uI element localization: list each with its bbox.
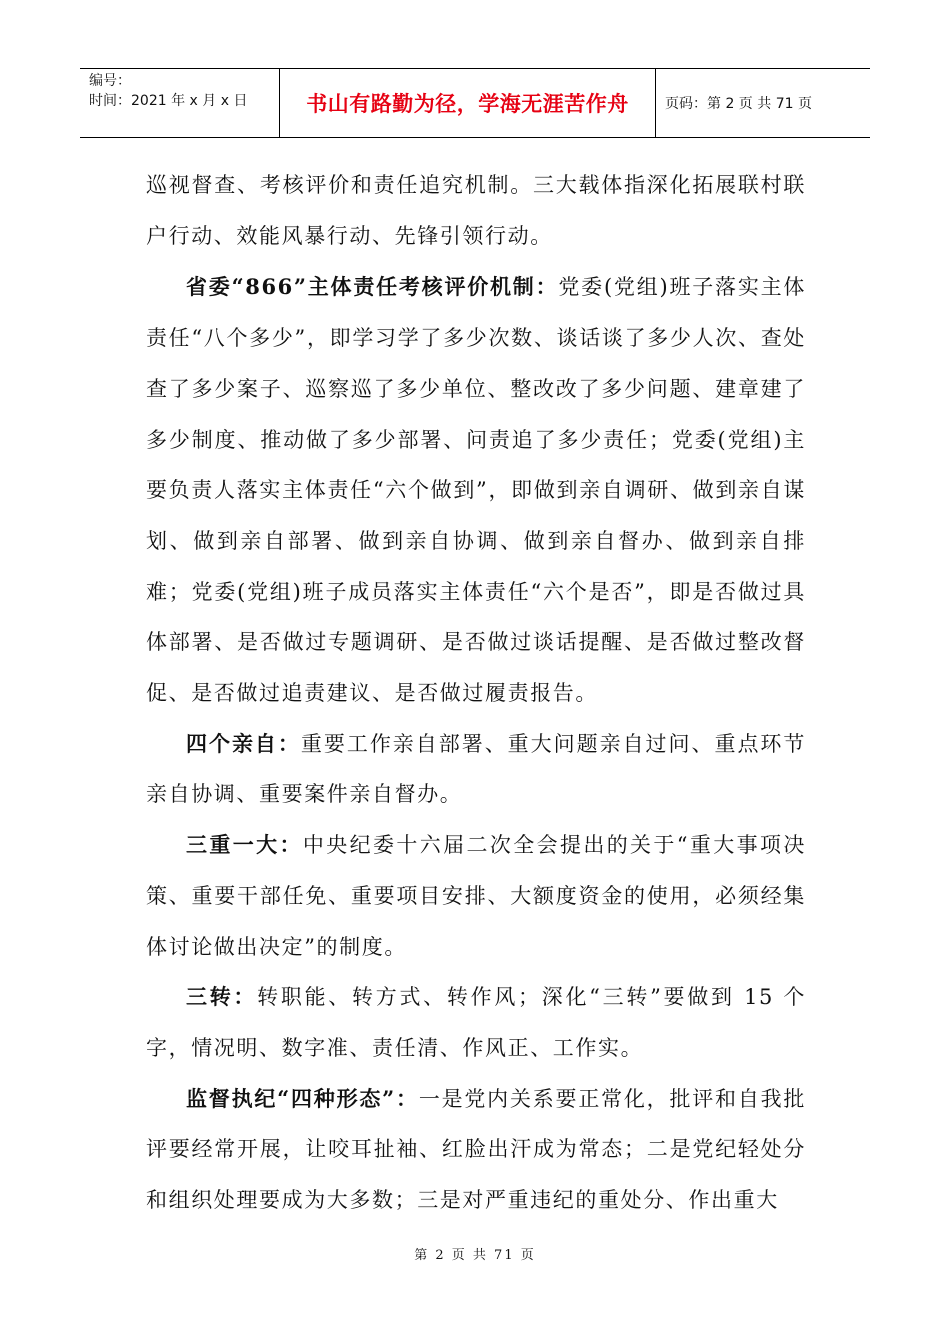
- term-heading: 四个亲自：: [186, 730, 301, 756]
- term-heading: 三重一大：: [186, 832, 303, 858]
- paragraph: [146, 262, 806, 718]
- term-heading: 监督执纪“四种形态”：: [186, 1085, 419, 1111]
- paragraph-text: 巡视督查、考核评价和责任追究机制。三大载体指深化拓展联村联户行动、效能风暴行动、先锋引领行动。: [146, 173, 806, 248]
- paragraph-text: 转职能、转方式、转作风；深化“三转”要做到 15 个字，情况明、数字准、责任清、作风正、工作实。: [146, 985, 806, 1060]
- paragraph: [146, 719, 806, 820]
- paragraph-text: 党委(党组)班子落实主体责任“八个多少”，即学习学了多少次数、谈话谈了多少人次、查处查了多少案子、巡察巡了多少单位、整改改了多少问题、建章建了多少制度、推动做了多少部署、问责追了多少责任；党委(党组)主要负责人落实主体责任“六个做到”，即做到亲自调研、做到亲自谋划、做到亲自部署、做到亲自协调、做到亲自督办、做到亲自排难；党委(党组)班子成员落实主体责任“六个是否”，即是否做过具体部署、是否做过专题调研、是否做过谈话提醒、是否做过整改督促、是否做过追责建议、是否做过履责报告。: [146, 275, 806, 706]
- paragraph: [146, 820, 806, 972]
- number-label: 编号：: [89, 73, 131, 89]
- paragraph-text: 中央纪委十六届二次全会提出的关于“重大事项决策、重要干部任免、重要项目安排、大额度资金的使用，必须经集体讨论做出决定”的制度。: [146, 833, 806, 959]
- paragraph-text: 一是党内关系要正常化，批评和自我批评要经常开展，让咬耳扯袖、红脸出汗成为常态；二是党纪轻处分和组织处理要成为大多数；三是对严重违纪的重处分、作出重大: [146, 1086, 806, 1213]
- motto: 书山有路勤为径，学海无涯苦作舟: [306, 92, 629, 116]
- header-page-cell: [656, 69, 870, 137]
- page-label: 页码：第 2 页 共 71 页: [665, 96, 812, 112]
- document-body: [146, 160, 806, 1226]
- term-heading: 省委“866”主体责任考核评价机制：: [186, 274, 559, 300]
- header-motto-cell: [280, 69, 656, 137]
- header-meta: [80, 69, 280, 137]
- term-heading: 三转：: [186, 984, 258, 1010]
- paragraph: [146, 160, 806, 261]
- time-label: 时间：2021 年 x 月 x 日: [89, 93, 248, 109]
- paragraph: [146, 1074, 806, 1226]
- paragraph: [146, 972, 806, 1073]
- paragraph-text: 重要工作亲自部署、重大问题亲自过问、重点环节亲自协调、重要案件亲自督办。: [146, 731, 807, 807]
- page-footer: 第 2 页 共 71 页: [414, 1248, 536, 1263]
- page-header: [80, 68, 870, 138]
